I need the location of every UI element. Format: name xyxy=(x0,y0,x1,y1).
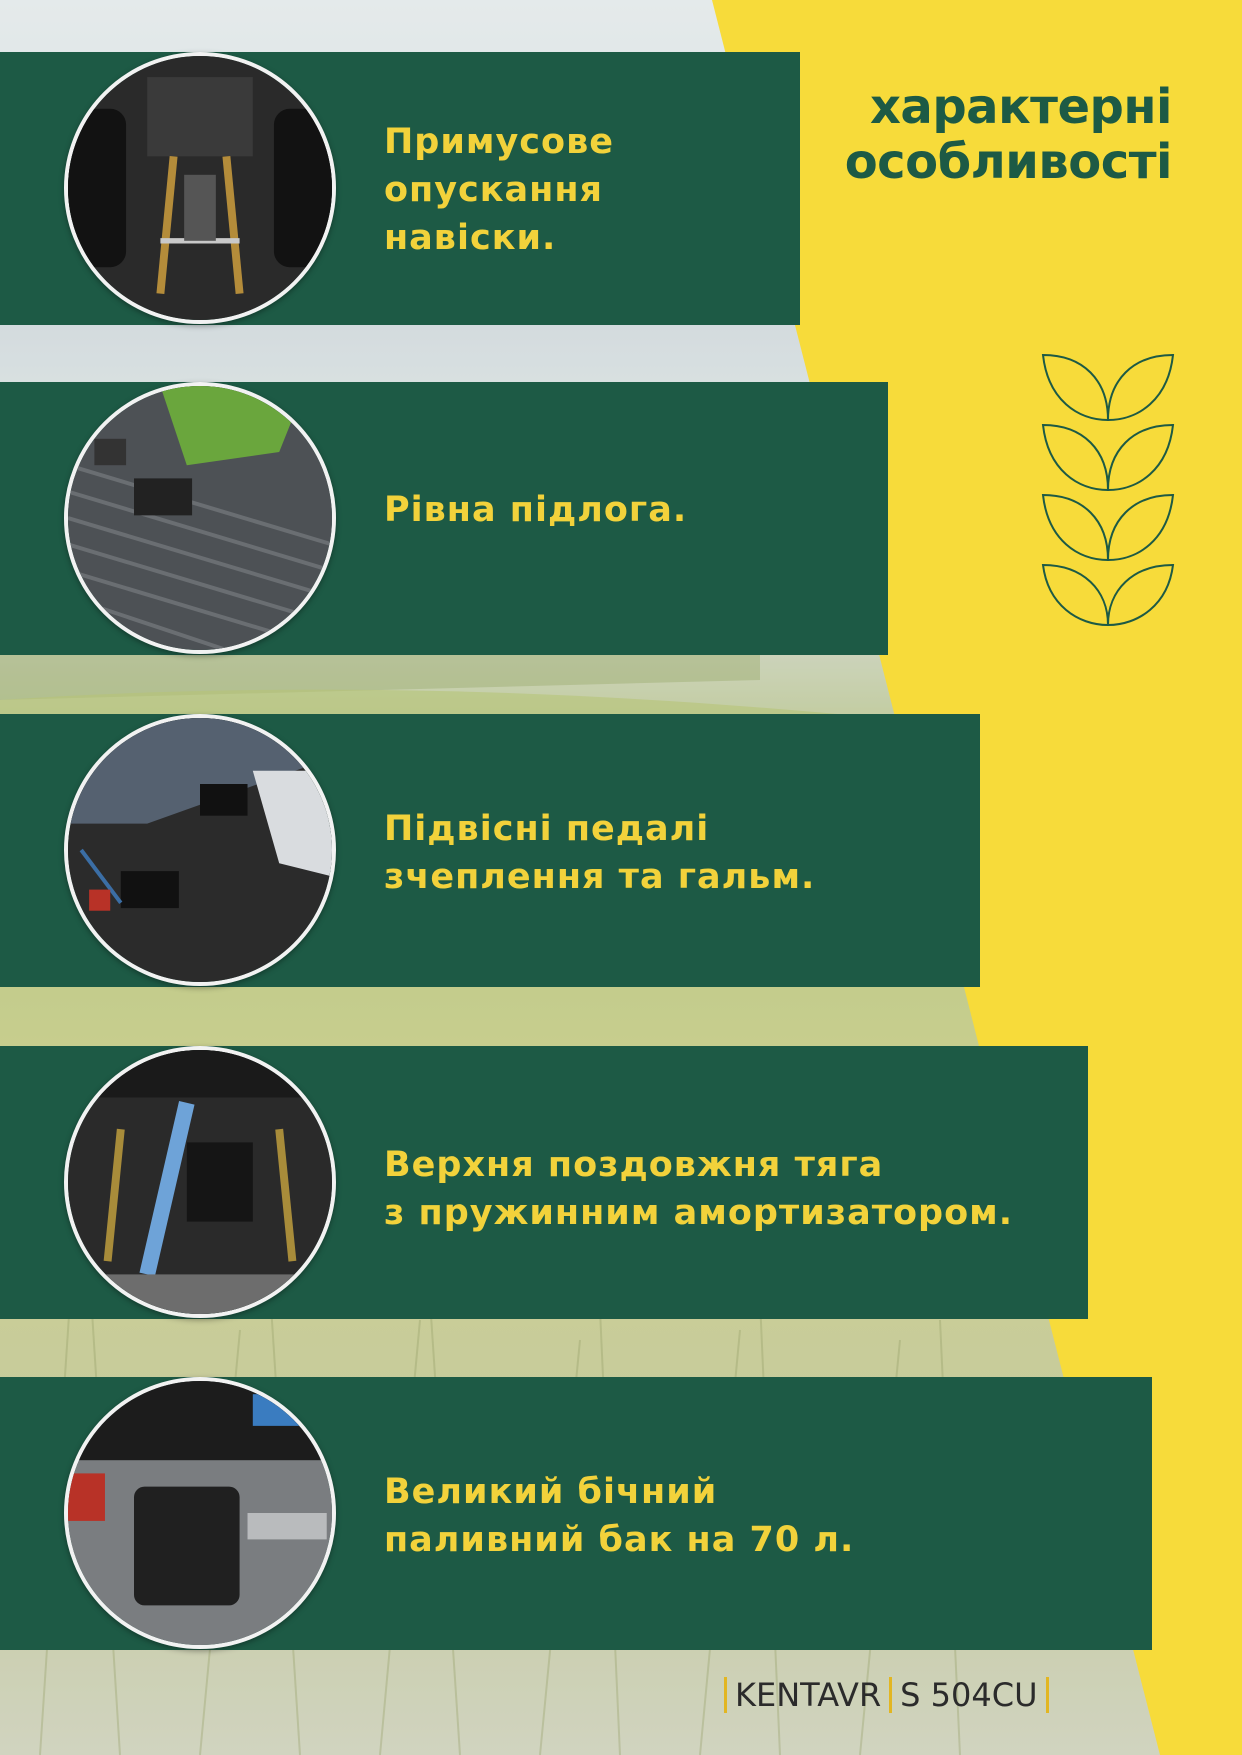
footer-divider xyxy=(724,1677,727,1713)
title-line-2: особливості xyxy=(844,134,1172,190)
feature-1-line-2: опускання xyxy=(384,170,603,210)
feature-3-line-2: зчеплення та гальм. xyxy=(384,857,816,897)
feature-text-4 xyxy=(384,1141,1013,1237)
feature-text-5 xyxy=(384,1468,854,1564)
footer-divider xyxy=(1046,1677,1049,1713)
page-title xyxy=(845,80,1172,190)
footer-brand-line xyxy=(716,1670,1156,1720)
cabin-floor-photo xyxy=(64,382,336,654)
feature-2-line-1: Рівна підлога. xyxy=(384,490,688,530)
top-link-photo xyxy=(64,1046,336,1318)
pedals-photo xyxy=(64,714,336,986)
feature-3-line-1: Підвісні педалі xyxy=(384,809,710,849)
feature-text-2 xyxy=(384,486,687,534)
three-point-hitch-photo xyxy=(64,52,336,324)
feature-4-line-2: з пружинним амортизатором. xyxy=(384,1193,1014,1233)
leaf-ornament-icon xyxy=(1038,350,1178,630)
feature-text-1 xyxy=(384,118,614,262)
feature-text-3 xyxy=(384,805,815,901)
footer-model: S 504CU xyxy=(900,1676,1038,1714)
title-line-1: характерні xyxy=(869,79,1172,135)
footer-brand: KENTAVR xyxy=(735,1676,882,1714)
feature-4-line-1: Верхня поздовжня тяга xyxy=(384,1145,884,1185)
feature-5-line-1: Великий бічний xyxy=(384,1472,718,1512)
feature-5-line-2: паливний бак на 70 л. xyxy=(384,1520,855,1560)
footer-divider xyxy=(889,1677,892,1713)
feature-1-line-1: Примусове xyxy=(384,122,614,162)
feature-1-line-3: навіски. xyxy=(384,218,557,258)
fuel-tank-photo xyxy=(64,1377,336,1649)
